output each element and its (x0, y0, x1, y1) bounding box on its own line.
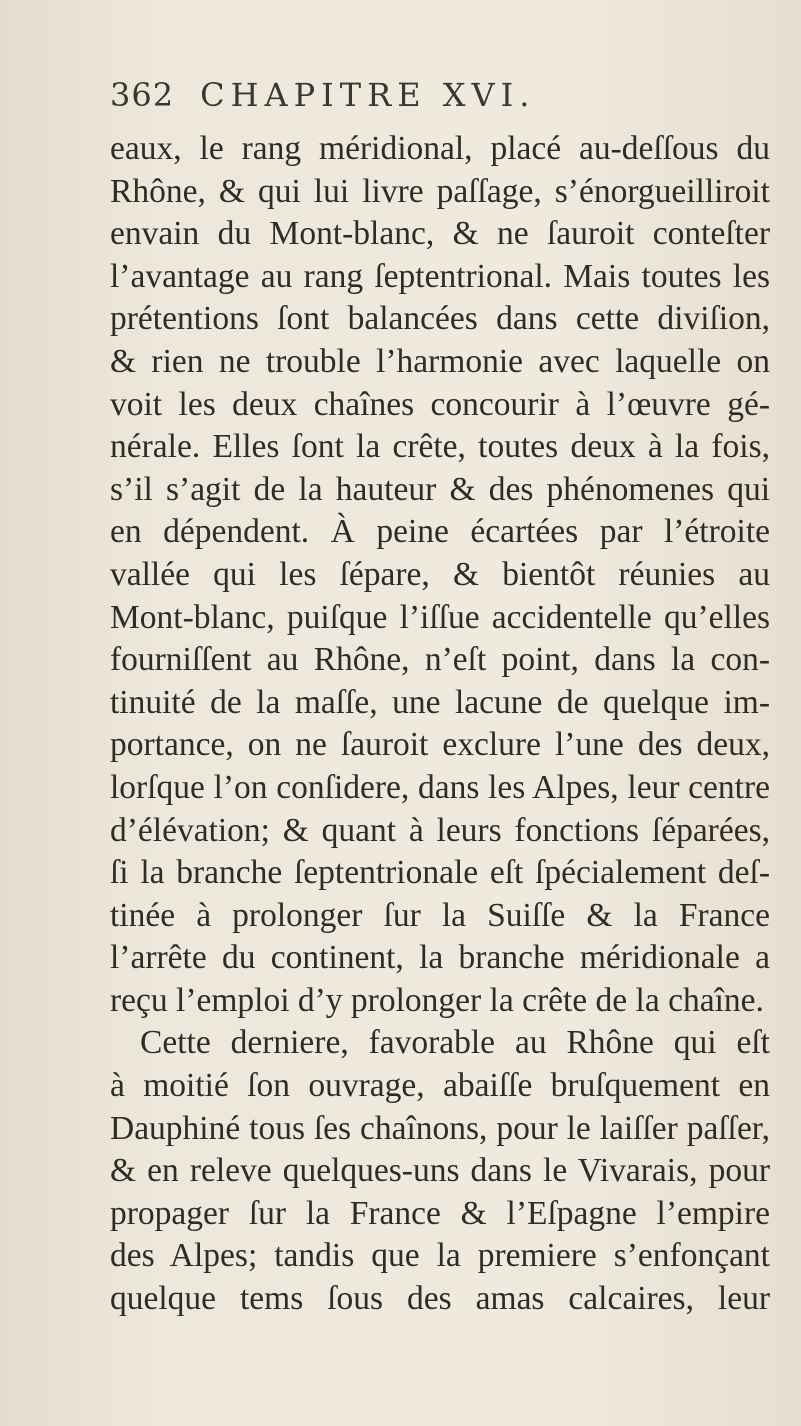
chapter-title: CHAPITRE XVI. (200, 76, 536, 114)
running-header (110, 76, 535, 114)
text-line: propager ſur la France & l’Eſpagne l’empire (110, 1194, 770, 1232)
text-line: prétentions ſont balancées dans cette diviſion, (110, 300, 770, 338)
text-line: reçu l’emploi d’y prolonger la crête de la chaîne. (110, 981, 764, 1019)
text-line: d’élévation; & quant à leurs fonctions ſéparées, (110, 811, 770, 849)
text-line: vallée qui les ſépare, & bientôt réunies au (110, 555, 770, 593)
text-line: nérale. Elles ſont la crête, toutes deux à la fois, (110, 428, 770, 466)
text-line: des Alpes; tandis que la premiere s’enfonçant (110, 1237, 770, 1275)
text-line: l’arrête du continent, la branche méridionale a (110, 939, 770, 977)
text-line: tinuité de la maſſe, une lacune de quelque im- (110, 683, 770, 721)
text-line: & en releve quelques-uns dans le Vivarais, pour (110, 1152, 770, 1190)
text-line: & rien ne trouble l’harmonie avec laquelle on (110, 342, 770, 380)
text-line: voit les deux chaînes concourir à l’œuvre gé- (110, 385, 770, 423)
text-line: en dépendent. À peine écartées par l’étroite (110, 513, 770, 551)
text-line: eaux, le rang méridional, placé au-deſſous du (110, 130, 770, 167)
text-line: tinée à prolonger ſur la Suiſſe & la France (110, 896, 770, 934)
text-line: Cette derniere, favorable au Rhône qui eſt (140, 1024, 770, 1062)
text-line: envain du Mont-blanc, & ne ſauroit conteſter (110, 215, 770, 253)
text-line: portance, on ne ſauroit exclure l’une des deux, (110, 726, 770, 764)
text-line: Rhône, & qui lui livre paſſage, s’énorgueilliroit (110, 172, 770, 210)
text-line: quelque tems ſous des amas calcaires, leur (110, 1280, 770, 1318)
text-line: l’avantage au rang ſeptentrional. Mais toutes les (110, 257, 770, 295)
text-line: Mont-blanc, puiſque l’iſſue accidentelle qu’elles (110, 598, 770, 636)
text-line: Dauphiné tous ſes chaînons, pour le laiſſer paſſer, (110, 1109, 770, 1147)
text-line: ſi la branche ſeptentrionale eſt ſpécialement deſ- (110, 854, 770, 892)
body-text (110, 128, 770, 1321)
text-line: lorſque l’on conſidere, dans les Alpes, leur centre (110, 768, 770, 806)
text-line: fourniſſent au Rhône, n’eſt point, dans la con- (110, 641, 770, 679)
page-number: 362 (110, 76, 175, 114)
text-line: à moitié ſon ouvrage, abaiſſe bruſquement en (110, 1067, 770, 1105)
text-line: s’il s’agit de la hauteur & des phénomenes qui (110, 470, 770, 508)
